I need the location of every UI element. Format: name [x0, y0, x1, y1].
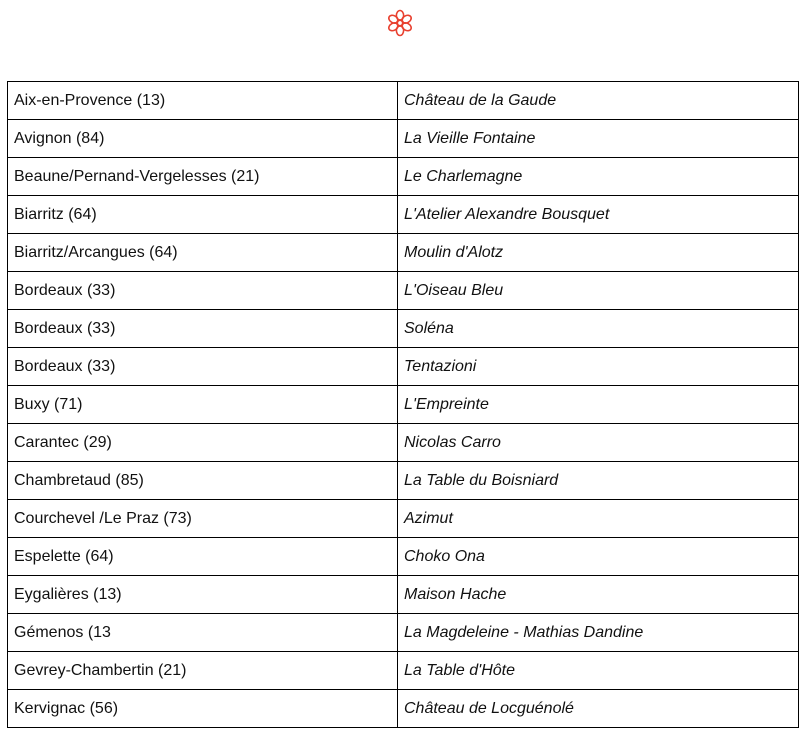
michelin-star-icon: [386, 9, 414, 37]
restaurant-cell: L'Oiseau Bleu: [398, 272, 799, 310]
restaurant-cell: Le Charlemagne: [398, 158, 799, 196]
table-row: [8, 310, 799, 348]
city-cell: Bordeaux (33): [8, 348, 398, 386]
city-cell: Bordeaux (33): [8, 272, 398, 310]
restaurant-cell: Azimut: [398, 500, 799, 538]
city-cell: Eygalières (13): [8, 576, 398, 614]
michelin-star-svg: [386, 9, 414, 37]
city-cell: Carantec (29): [8, 424, 398, 462]
city-cell: Buxy (71): [8, 386, 398, 424]
restaurant-cell: La Table d'Hôte: [398, 652, 799, 690]
restaurant-cell: Tentazioni: [398, 348, 799, 386]
table-row: [8, 120, 799, 158]
restaurant-cell: L'Atelier Alexandre Bousquet: [398, 196, 799, 234]
city-cell: Courchevel /Le Praz (73): [8, 500, 398, 538]
table-row: [8, 82, 799, 120]
city-cell: Beaune/Pernand-Vergelesses (21): [8, 158, 398, 196]
restaurant-cell: Nicolas Carro: [398, 424, 799, 462]
table-row: [8, 538, 799, 576]
table-row: [8, 348, 799, 386]
table-row: [8, 158, 799, 196]
restaurant-cell: La Table du Boisniard: [398, 462, 799, 500]
table-row: [8, 424, 799, 462]
table-row: [8, 462, 799, 500]
city-cell: Avignon (84): [8, 120, 398, 158]
restaurant-table-body: [8, 82, 799, 728]
table-row: [8, 652, 799, 690]
city-cell: Gémenos (13: [8, 614, 398, 652]
restaurant-cell: Château de la Gaude: [398, 82, 799, 120]
restaurant-cell: Château de Locguénolé: [398, 690, 799, 728]
city-cell: Gevrey-Chambertin (21): [8, 652, 398, 690]
table-row: [8, 234, 799, 272]
table-row: [8, 576, 799, 614]
restaurant-cell: Soléna: [398, 310, 799, 348]
table-row: [8, 196, 799, 234]
restaurant-cell: Maison Hache: [398, 576, 799, 614]
table-row: [8, 272, 799, 310]
table-row: [8, 500, 799, 538]
city-cell: Biarritz/Arcangues (64): [8, 234, 398, 272]
city-cell: Aix-en-Provence (13): [8, 82, 398, 120]
city-cell: Espelette (64): [8, 538, 398, 576]
city-cell: Kervignac (56): [8, 690, 398, 728]
restaurant-cell: Moulin d'Alotz: [398, 234, 799, 272]
restaurant-cell: La Vieille Fontaine: [398, 120, 799, 158]
city-cell: Bordeaux (33): [8, 310, 398, 348]
city-cell: Biarritz (64): [8, 196, 398, 234]
city-cell: Chambretaud (85): [8, 462, 398, 500]
restaurant-cell: La Magdeleine - Mathias Dandine: [398, 614, 799, 652]
table-row: [8, 690, 799, 728]
restaurant-table: [7, 81, 799, 728]
restaurant-cell: Choko Ona: [398, 538, 799, 576]
restaurant-cell: L'Empreinte: [398, 386, 799, 424]
table-row: [8, 386, 799, 424]
table-row: [8, 614, 799, 652]
